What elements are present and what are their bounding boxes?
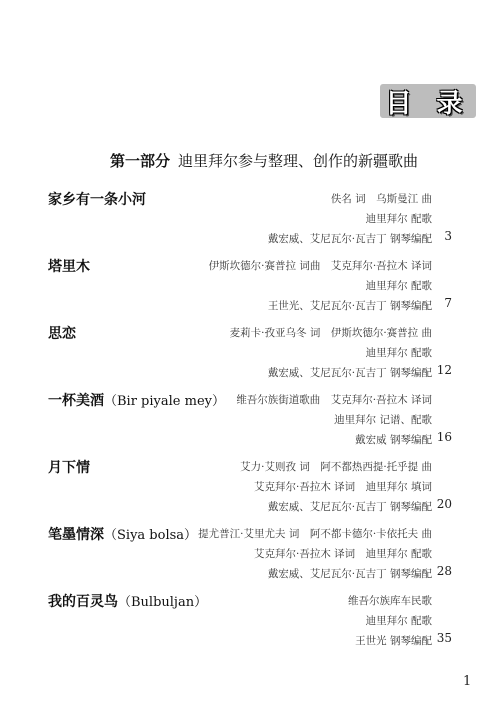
credit-line: 迪里拜尔 配歌 [365,347,432,359]
credit-line: 戴宏威、艾尼瓦尔·瓦吉丁 钢琴编配 [267,233,432,245]
toc-entry-title[interactable] [48,323,76,343]
credit-line: 迪里拜尔 配歌 [365,280,432,292]
credit-line: 维吾尔族街道歌曲 艾克拜尔·吾拉木 译词 [236,394,432,406]
toc-entry-title[interactable] [48,390,225,410]
page-number[interactable]: 16 [436,430,452,444]
credit-line: 迪里拜尔 配歌 [365,615,432,627]
credit-line: 王世光 钢琴编配 [355,635,432,647]
footer-page-number: 1 [463,674,472,689]
credit-line: 佚名 词 乌斯曼江 曲 [330,193,432,205]
page-number[interactable]: 35 [436,631,452,645]
credit-line: 迪里拜尔 记谱、配歌 [334,414,432,426]
credit-line: 艾克拜尔·吾拉木 译词 迪里拜尔 填词 [253,481,432,493]
song-title: 笔墨情深 [48,527,104,543]
credit-line: 艾力·艾则孜 词 阿不都热西提·托乎提 曲 [240,461,432,473]
song-title: 思恋 [48,326,76,342]
toc-heading-badge [380,84,476,118]
credit-line: 戴宏威 钢琴编配 [355,434,432,446]
credit-line: 戴宏威、艾尼瓦尔·瓦吉丁 钢琴编配 [267,367,432,379]
credit-line: 维吾尔族库车民歌 [348,595,432,607]
song-latin-title: （Bulbuljan） [118,595,208,610]
song-title: 家乡有一条小河 [48,192,146,208]
part-heading [110,150,418,171]
page-number[interactable]: 7 [444,296,452,310]
credit-line: 戴宏威、艾尼瓦尔·瓦吉丁 钢琴编配 [267,568,432,580]
page-number[interactable]: 3 [444,229,452,243]
song-title: 塔里木 [48,259,90,275]
song-title: 一杯美酒 [48,393,104,409]
credit-line: 伊斯坎德尔·赛普拉 词曲 艾克拜尔·吾拉木 译词 [208,260,432,272]
page-number[interactable]: 12 [436,363,452,377]
credit-line: 艾克拜尔·吾拉木 译词 迪里拜尔 配歌 [253,548,432,560]
credit-line: 麦莉卡·孜亚乌冬 词 伊斯坎德尔·赛普拉 曲 [229,327,432,339]
credit-line: 戴宏威、艾尼瓦尔·瓦吉丁 钢琴编配 [267,501,432,513]
song-latin-title: （Siya bolsa） [104,528,198,543]
toc-heading: 目 录 [385,88,471,119]
part-title: 迪里拜尔参与整理、创作的新疆歌曲 [178,152,419,170]
credit-line: 提尤普江·艾里尤夫 词 阿不都卡德尔·卡依托夫 曲 [198,528,432,540]
credit-line: 迪里拜尔 配歌 [365,213,432,225]
song-latin-title: （Bir piyale mey） [104,394,225,409]
credit-line: 王世光、艾尼瓦尔·瓦吉丁 钢琴编配 [267,300,432,312]
toc-entry-title[interactable] [48,457,90,477]
toc-entry-title[interactable] [48,189,146,209]
toc-entry-title[interactable] [48,524,197,544]
page-number[interactable]: 20 [436,497,452,511]
part-number: 第一部分 [110,152,171,170]
toc-entry-title[interactable] [48,256,90,276]
song-title: 我的百灵鸟 [48,594,118,610]
page-number[interactable]: 28 [436,564,452,578]
toc-entry-title[interactable] [48,591,207,611]
song-title: 月下情 [48,460,90,476]
